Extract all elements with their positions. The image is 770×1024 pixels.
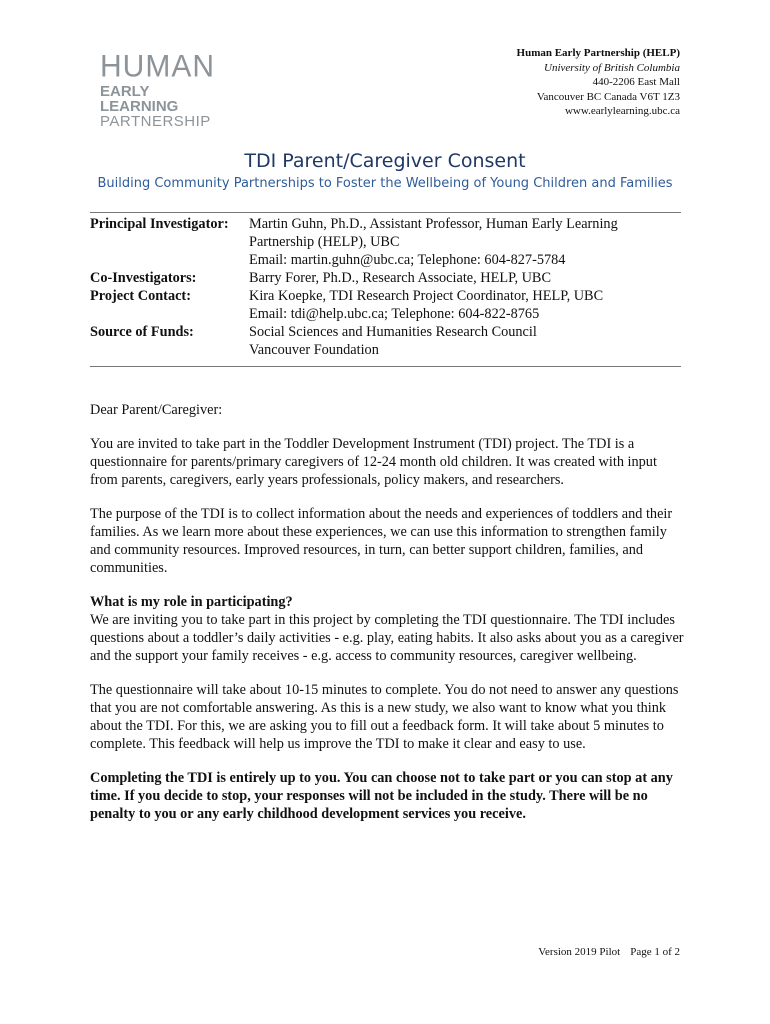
info-value: Social Sciences and Humanities Research Council <box>249 324 537 340</box>
document-subtitle: Building Community Partnerships to Foster the Wellbeing of Young Children and Families <box>97 176 673 191</box>
info-row <box>90 323 681 341</box>
info-label <box>90 251 249 269</box>
info-label: Co-Investigators: <box>90 270 197 286</box>
info-label: Principal Investigator: <box>90 216 229 232</box>
page-number: Page 1 of 2 <box>630 946 680 958</box>
info-value: Barry Forer, Ph.D., Research Associate, HELP, UBC <box>249 270 552 286</box>
info-label: Project Contact: <box>90 288 191 304</box>
info-label: Source of Funds: <box>90 324 194 340</box>
paragraph-duration: The questionnaire will take about 10-15 minutes to complete. You do not need to answer any questions that you are not comfortable answering. As this is a new study, we also want to know what you think about the TDI. For this, we are asking you to fill out a feedback form. It will take about 5 minutes to complete. This feedback will help us improve the TDI to make it clear and easy to use. <box>90 682 679 752</box>
info-value: Email: tdi@help.ubc.ca; Telephone: 604-822-8765 <box>249 306 540 322</box>
greeting: Dear Parent/Caregiver: <box>90 402 223 418</box>
section-heading-role: What is my role in participating? <box>90 594 293 610</box>
logo-line-human: HUMAN <box>100 49 215 84</box>
info-value: Kira Koepke, TDI Research Project Coordinator, HELP, UBC <box>249 288 604 304</box>
info-label <box>90 305 249 323</box>
logo-line-early-learning: EARLY LEARNING <box>100 83 179 115</box>
address-org: Human Early Partnership (HELP) <box>516 47 680 59</box>
info-row <box>90 305 681 323</box>
info-row <box>90 251 681 269</box>
help-logo <box>100 49 230 130</box>
letter-body <box>90 401 686 839</box>
info-label <box>90 341 249 359</box>
info-row <box>90 233 681 251</box>
address-university: University of British Columbia <box>544 61 680 74</box>
info-row <box>90 341 681 359</box>
info-label <box>90 233 249 251</box>
divider-bottom <box>90 366 681 367</box>
study-info-table <box>90 215 681 359</box>
info-row <box>90 215 681 233</box>
address-city: Vancouver BC Canada V6T 1Z3 <box>536 90 680 103</box>
info-value: Martin Guhn, Ph.D., Assistant Professor, Human Early Learning <box>249 216 618 232</box>
address-web: www.earlylearning.ubc.ca <box>564 105 680 117</box>
info-row <box>90 287 681 305</box>
page-footer <box>538 946 680 958</box>
paragraph-role: We are inviting you to take part in this project by completing the TDI questionnaire. The TDI includes questions about a toddler’s daily activities - e.g. play, eating habits. It also asks about you as a caregiver and the support your family receives - e.g. access to community resources, caregiver wellbeing. <box>90 612 684 664</box>
document-title: TDI Parent/Caregiver Consent <box>244 150 526 172</box>
logo-line-partnership: PARTNERSHIP <box>100 113 211 130</box>
address-street: 440-2206 East Mall <box>592 76 680 88</box>
info-value: Email: martin.guhn@ubc.ca; Telephone: 604-827-5784 <box>249 252 566 268</box>
info-row <box>90 269 681 287</box>
version-label: Version 2019 Pilot <box>538 946 621 958</box>
info-value: Partnership (HELP), UBC <box>249 234 400 250</box>
paragraph-voluntary: Completing the TDI is entirely up to you. You can choose not to take part or you can stop at any time. If you decide to stop, your responses will not be included in the study. There will be no penalty to you or any early childhood development services you receive. <box>90 770 673 822</box>
paragraph-purpose: The purpose of the TDI is to collect information about the needs and experiences of toddlers and their families. As we learn more about these experiences, we can use this information to strengthen family and community resources. Improved resources, in turn, can better support children, families, and communities. <box>90 506 673 576</box>
organization-address <box>517 46 680 119</box>
paragraph-intro: You are invited to take part in the Toddler Development Instrument (TDI) project. The TDI is a questionnaire for parents/primary caregivers of 12-24 month old children. It was created with input from parents, caregivers, early years professionals, policy makers, and researchers. <box>90 436 657 488</box>
info-value: Vancouver Foundation <box>249 342 379 358</box>
divider-top <box>90 212 681 213</box>
